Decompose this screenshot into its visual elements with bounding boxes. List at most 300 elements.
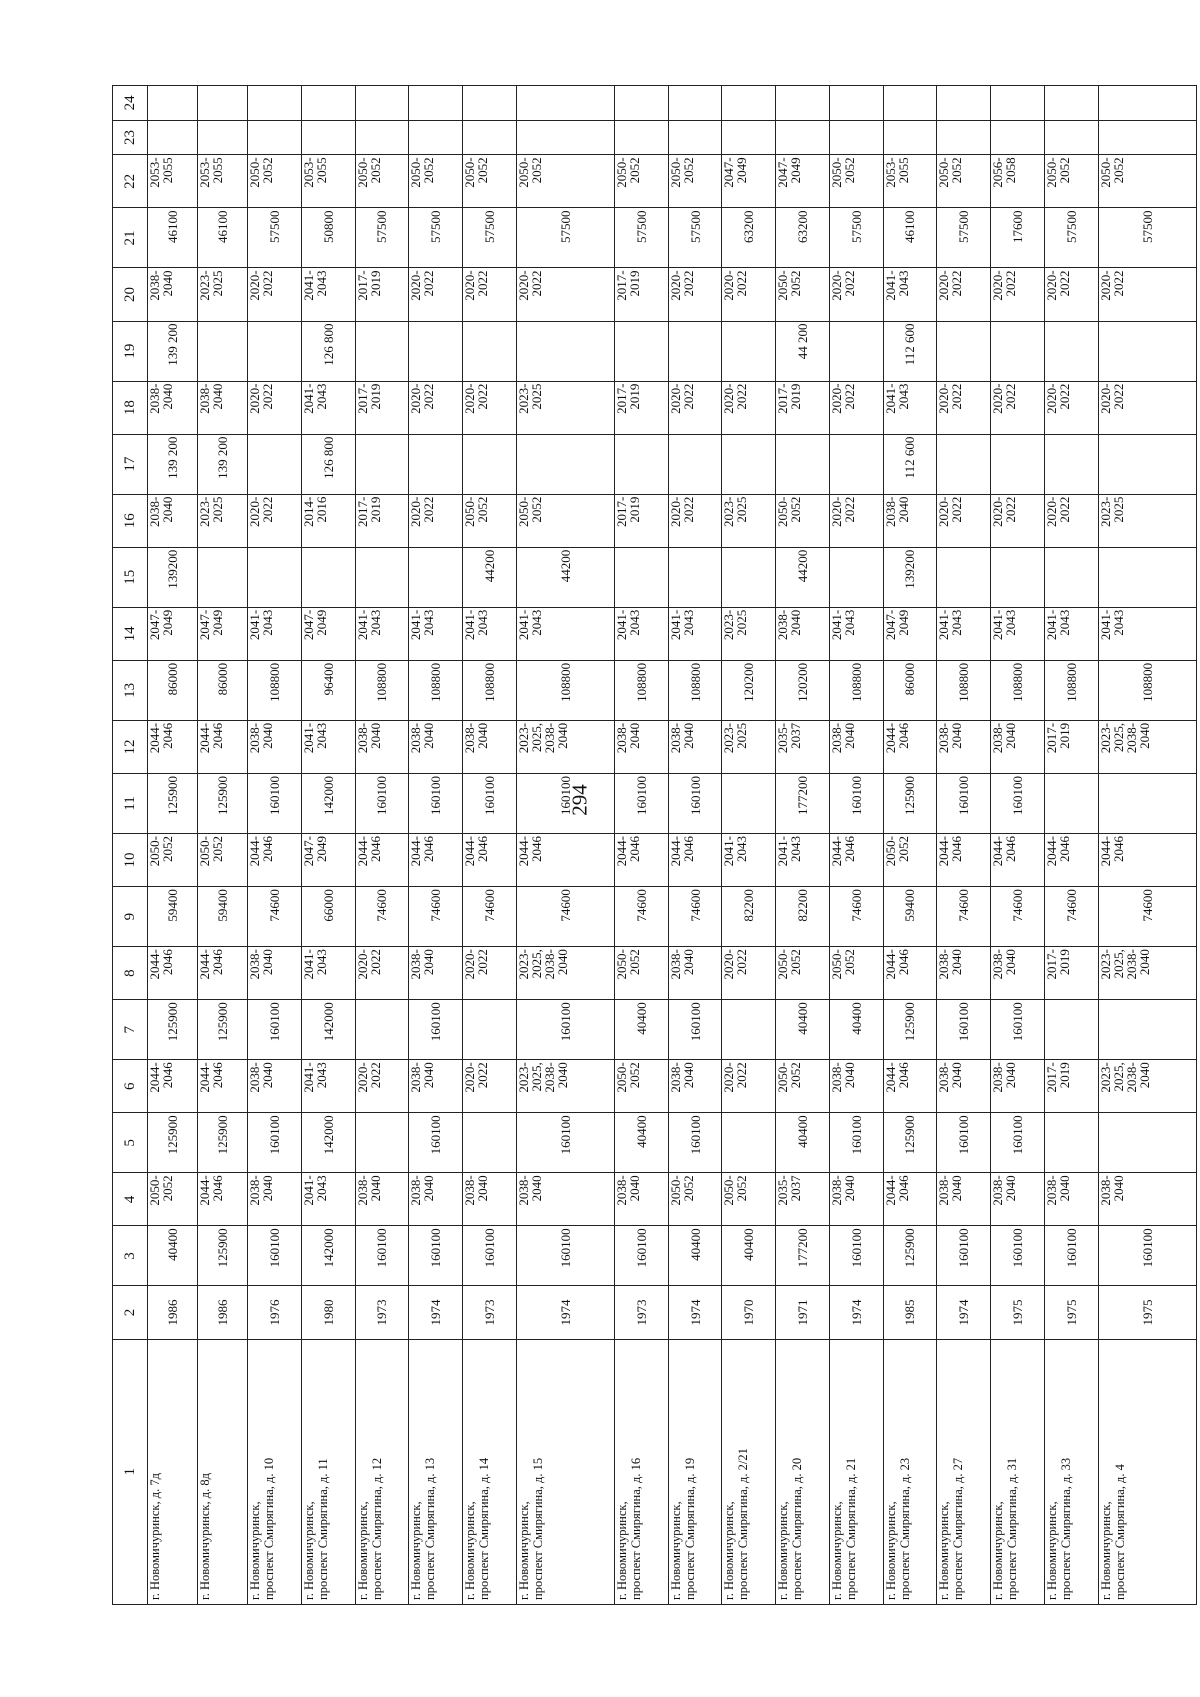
table-cell [1098,321,1196,381]
address-cell: г. Новомичуринск, д. 8д [198,1339,248,1604]
year-cell: 1975 [1098,1286,1196,1339]
table-cell [355,1000,409,1060]
table-cell: 2017- 2019 [355,268,409,321]
table-cell: 125900 [148,1000,198,1060]
table-cell: 2023- 2025 [198,494,248,547]
table-cell: 2017- 2019 [355,494,409,547]
table-cell: 2038- 2040 [829,1173,883,1226]
table-cell: 2041- 2043 [301,268,355,321]
table-cell [198,86,248,121]
table-cell [301,120,355,155]
year-cell: 1974 [829,1286,883,1339]
table-row [355,86,409,1605]
table-cell: 125900 [198,1113,248,1173]
table-cell: 57500 [614,208,668,268]
table-cell [991,321,1045,381]
table-cell: 2050- 2052 [1044,155,1098,208]
table-cell: 2050- 2052 [829,155,883,208]
table-row [829,86,883,1605]
table-cell: 2038- 2040 [829,720,883,773]
table-cell: 2038- 2040 [937,1173,991,1226]
table-cell: 96400 [301,660,355,720]
table-cell [722,434,776,494]
table-cell: 2020- 2022 [991,268,1045,321]
table-cell [1044,1113,1098,1173]
table-cell: 2035- 2037 [776,720,830,773]
table-cell: 2038- 2040 [937,720,991,773]
table-cell: 2017- 2019 [355,381,409,434]
table-cell: 126 800 [301,321,355,381]
table-cell: 139 200 [148,321,198,381]
year-cell: 1974 [409,1286,463,1339]
table-cell: 2038- 2040 [883,494,937,547]
table-cell [937,321,991,381]
table-cell [409,321,463,381]
table-cell [668,547,722,607]
table-cell: 160100 [1044,1226,1098,1286]
table-cell: 2020- 2022 [409,381,463,434]
table-cell: 2041- 2043 [516,607,614,660]
table-cell [409,86,463,121]
table-cell: 2056- 2058 [991,155,1045,208]
table-cell: 2044- 2046 [198,1060,248,1113]
table-cell: 2038- 2040 [148,268,198,321]
table-cell: 2020- 2022 [829,268,883,321]
table-cell: 74600 [991,887,1045,947]
table-cell [1098,434,1196,494]
table-cell: 2020- 2022 [722,1060,776,1113]
table-cell: 17600 [991,208,1045,268]
table-cell: 2044- 2046 [198,1173,248,1226]
table-cell: 2041- 2043 [668,607,722,660]
table-cell: 160100 [829,1226,883,1286]
table-cell [1098,86,1196,121]
table-cell: 2038- 2040 [991,1173,1045,1226]
table-row [463,86,517,1605]
column-header: 15 [113,547,148,607]
table-cell: 2038- 2040 [355,720,409,773]
table-cell: 2041- 2043 [1044,607,1098,660]
column-header: 8 [113,947,148,1000]
table-cell [722,1000,776,1060]
table-cell: 2020- 2022 [248,494,302,547]
data-table [112,85,1197,1605]
table-cell: 2044- 2046 [991,834,1045,887]
table-cell: 63200 [722,208,776,268]
table-cell [301,86,355,121]
table-cell: 125900 [883,1113,937,1173]
table-cell: 63200 [776,208,830,268]
table-cell: 2020- 2022 [409,494,463,547]
table-cell: 160100 [937,1000,991,1060]
page-number: 294 [567,784,592,816]
column-header: 2 [113,1286,148,1339]
table-cell: 74600 [829,887,883,947]
table-cell: 2041- 2043 [614,607,668,660]
table-cell: 57500 [1044,208,1098,268]
table-cell: 108800 [668,660,722,720]
table-cell: 160100 [937,1226,991,1286]
table-cell: 2038- 2040 [248,1173,302,1226]
table-cell: 160100 [516,1113,614,1173]
address-cell: г. Новомичуринск, проспект Смирягина, д. 12 [355,1339,409,1604]
table-cell: 2038- 2040 [829,1060,883,1113]
table-cell: 2041- 2043 [883,268,937,321]
table-cell: 160100 [516,1000,614,1060]
table-cell: 2038- 2040 [614,720,668,773]
table-cell [148,86,198,121]
table-rotator [112,85,1197,1605]
table-cell: 2023- 2025, 2038- 2040 [516,1060,614,1113]
table-cell: 74600 [355,887,409,947]
table-cell: 160100 [409,1000,463,1060]
table-cell [722,120,776,155]
table-cell [668,321,722,381]
table-cell: 2050- 2052 [148,1173,198,1226]
table-cell: 2020- 2022 [1044,381,1098,434]
year-cell: 1980 [301,1286,355,1339]
table-cell: 2020- 2022 [668,268,722,321]
table-cell [614,321,668,381]
table-cell [1044,86,1098,121]
table-cell: 2050- 2052 [1098,155,1196,208]
table-cell: 2044- 2046 [463,834,517,887]
table-cell: 2020- 2022 [1044,268,1098,321]
table-cell [668,120,722,155]
year-cell: 1975 [991,1286,1045,1339]
table-cell: 82200 [776,887,830,947]
column-header: 19 [113,321,148,381]
table-cell: 2023- 2025 [1098,494,1196,547]
address-cell: г. Новомичуринск, проспект Смирягина, д. 14 [463,1339,517,1604]
column-header: 18 [113,381,148,434]
table-cell: 2035- 2037 [776,1173,830,1226]
table-cell: 74600 [937,887,991,947]
table-cell: 160100 [668,1000,722,1060]
table-cell [1098,547,1196,607]
table-cell: 2050- 2052 [937,155,991,208]
table-cell: 142000 [301,773,355,833]
table-row [1098,86,1196,1605]
table-cell: 120200 [722,660,776,720]
table-cell: 2044- 2046 [1044,834,1098,887]
table-cell: 2053- 2055 [198,155,248,208]
table-cell: 2038- 2040 [409,1173,463,1226]
address-cell: г. Новомичуринск, проспект Смирягина, д. 23 [883,1339,937,1604]
address-cell: г. Новомичуринск, проспект Смирягина, д. 16 [614,1339,668,1604]
table-cell: 2020- 2022 [248,268,302,321]
table-cell: 160100 [463,773,517,833]
table-cell [355,1113,409,1173]
table-cell [198,321,248,381]
table-cell [198,547,248,607]
table-cell: 2023- 2025, 2038- 2040 [516,947,614,1000]
table-cell: 2050- 2052 [516,494,614,547]
table-cell: 2020- 2022 [463,268,517,321]
table-cell: 2038- 2040 [463,720,517,773]
table-cell: 66000 [301,887,355,947]
table-cell [198,120,248,155]
table-cell [991,86,1045,121]
table-cell: 2050- 2052 [776,268,830,321]
table-row [516,86,614,1605]
table-cell: 44200 [516,547,614,607]
table-cell: 108800 [248,660,302,720]
table-cell: 2044- 2046 [198,947,248,1000]
table-cell: 160100 [829,773,883,833]
table-cell: 2041- 2043 [301,381,355,434]
table-cell: 2038- 2040 [668,1060,722,1113]
table-cell: 139200 [148,547,198,607]
address-cell: г. Новомичуринск, проспект Смирягина, д. 19 [668,1339,722,1604]
table-cell: 40400 [776,1000,830,1060]
table-cell: 125900 [883,773,937,833]
table-cell [355,321,409,381]
table-cell: 2050- 2052 [148,834,198,887]
table-cell: 57500 [248,208,302,268]
table-cell: 2023- 2025 [722,494,776,547]
address-cell: г. Новомичуринск, проспект Смирягина, д. 20 [776,1339,830,1604]
table-cell: 2050- 2052 [776,947,830,1000]
table-cell [614,86,668,121]
table-cell [937,86,991,121]
table-cell: 2041- 2043 [883,381,937,434]
table-cell: 74600 [1044,887,1098,947]
table-cell [883,120,937,155]
address-cell: г. Новомичуринск, проспект Смирягина, д. 27 [937,1339,991,1604]
column-header: 12 [113,720,148,773]
column-header: 24 [113,86,148,121]
table-cell [463,1000,517,1060]
table-cell: 86000 [148,660,198,720]
table-cell: 2047- 2049 [148,607,198,660]
table-cell [1044,434,1098,494]
table-cell [1098,1113,1196,1173]
table-cell: 86000 [198,660,248,720]
table-cell: 2020- 2022 [722,381,776,434]
address-cell: г. Новомичуринск, проспект Смирягина, д. 31 [991,1339,1045,1604]
table-cell: 2038- 2040 [614,1173,668,1226]
table-cell: 2020- 2022 [463,381,517,434]
table-cell: 160100 [829,1113,883,1173]
table-cell: 2050- 2052 [463,155,517,208]
table-cell: 160100 [668,1113,722,1173]
table-cell [776,86,830,121]
table-cell: 160100 [668,773,722,833]
table-cell: 2044- 2046 [668,834,722,887]
table-cell: 2023- 2025, 2038- 2040 [516,720,614,773]
table-cell [516,86,614,121]
table-cell: 2020- 2022 [829,494,883,547]
table-cell [248,434,302,494]
table-cell: 2020- 2022 [937,268,991,321]
table-cell: 2017- 2019 [776,381,830,434]
table-cell: 2044- 2046 [1098,834,1196,887]
table-row [198,86,248,1605]
table-cell: 2038- 2040 [991,720,1045,773]
table-cell: 108800 [937,660,991,720]
column-header: 7 [113,1000,148,1060]
table-cell: 160100 [355,773,409,833]
table-cell [148,120,198,155]
table-cell: 2014- 2016 [301,494,355,547]
table-cell [1098,773,1196,833]
table-cell: 2023- 2025, 2038- 2040 [1098,947,1196,1000]
table-cell: 2038- 2040 [248,720,302,773]
table-cell: 40400 [668,1226,722,1286]
table-cell: 160100 [248,1226,302,1286]
year-cell: 1974 [937,1286,991,1339]
address-cell: г. Новомичуринск, проспект Смирягина, д. 10 [248,1339,302,1604]
table-cell: 160100 [248,1000,302,1060]
table-cell: 74600 [248,887,302,947]
table-cell: 46100 [883,208,937,268]
table-cell: 40400 [614,1000,668,1060]
table-cell [937,120,991,155]
table-cell: 74600 [668,887,722,947]
table-cell: 2044- 2046 [148,720,198,773]
table-cell: 2044- 2046 [198,720,248,773]
table-cell: 2047- 2049 [301,607,355,660]
address-cell: г. Новомичуринск, д. 7д [148,1339,198,1604]
table-cell: 2038- 2040 [248,947,302,1000]
table-cell: 2041- 2043 [463,607,517,660]
table-row [1044,86,1098,1605]
table-cell: 2050- 2052 [883,834,937,887]
table-cell: 2020- 2022 [355,947,409,1000]
table-cell: 2050- 2052 [355,155,409,208]
table-cell: 120200 [776,660,830,720]
table-cell: 160100 [516,773,614,833]
table-cell: 44200 [776,547,830,607]
table-cell: 2020- 2022 [248,381,302,434]
table-cell: 160100 [248,773,302,833]
table-cell [829,120,883,155]
table-cell: 2038- 2040 [937,1060,991,1113]
address-cell: г. Новомичуринск, проспект Смирягина, д. 4 [1098,1339,1196,1604]
table-cell: 57500 [1098,208,1196,268]
table-cell [722,1113,776,1173]
table-cell: 2038- 2040 [148,381,198,434]
table-cell: 108800 [829,660,883,720]
table-cell: 139 200 [148,434,198,494]
address-cell: г. Новомичуринск, проспект Смирягина, д. 2/21 [722,1339,776,1604]
table-cell [248,547,302,607]
table-cell: 108800 [991,660,1045,720]
table-cell [1098,1000,1196,1060]
table-cell: 2020- 2022 [668,494,722,547]
table-cell: 2047- 2049 [198,607,248,660]
table-cell: 2020- 2022 [355,1060,409,1113]
table-cell: 160100 [248,1113,302,1173]
table-cell: 57500 [409,208,463,268]
table-cell: 2044- 2046 [883,947,937,1000]
table-cell: 46100 [148,208,198,268]
year-cell: 1976 [248,1286,302,1339]
table-cell [355,86,409,121]
table-cell: 2041- 2043 [1098,607,1196,660]
table-cell [1044,1000,1098,1060]
table-cell: 74600 [614,887,668,947]
table-row [409,86,463,1605]
table-cell: 108800 [409,660,463,720]
table-cell: 2017- 2019 [1044,720,1098,773]
table-cell: 2050- 2052 [668,1173,722,1226]
table-cell [829,321,883,381]
table-cell: 2038- 2040 [355,1173,409,1226]
table-row [614,86,668,1605]
table-cell: 2041- 2043 [776,834,830,887]
table-cell [355,547,409,607]
table-cell [463,434,517,494]
table-row [301,86,355,1605]
column-header: 16 [113,494,148,547]
table-cell: 126 800 [301,434,355,494]
table-cell [355,120,409,155]
column-header: 9 [113,887,148,947]
year-cell: 1971 [776,1286,830,1339]
table-cell [722,547,776,607]
table-cell [829,86,883,121]
table-cell: 142000 [301,1000,355,1060]
year-cell: 1985 [883,1286,937,1339]
table-cell: 2047- 2049 [301,834,355,887]
table-body [148,86,1197,1605]
table-cell: 44200 [463,547,517,607]
table-row [668,86,722,1605]
table-cell [614,120,668,155]
table-cell: 2047- 2049 [722,155,776,208]
address-cell: г. Новомичуринск, проспект Смирягина, д. 13 [409,1339,463,1604]
year-cell: 1973 [614,1286,668,1339]
table-cell: 2050- 2052 [198,834,248,887]
table-cell: 2044- 2046 [883,1173,937,1226]
column-header: 1 [113,1339,148,1604]
table-cell: 142000 [301,1113,355,1173]
table-cell: 2020- 2022 [991,494,1045,547]
table-cell: 2038- 2040 [668,947,722,1000]
table-cell: 177200 [776,773,830,833]
table-cell: 160100 [409,1226,463,1286]
table-cell: 2044- 2046 [614,834,668,887]
table-cell [248,120,302,155]
year-cell: 1975 [1044,1286,1098,1339]
column-header: 22 [113,155,148,208]
table-cell: 2038- 2040 [516,1173,614,1226]
table-cell: 57500 [355,208,409,268]
table-cell: 2017- 2019 [614,494,668,547]
table-cell: 2020- 2022 [668,381,722,434]
table-cell: 2044- 2046 [355,834,409,887]
table-cell: 2041- 2043 [301,720,355,773]
table-cell: 2038- 2040 [776,607,830,660]
table-cell: 160100 [409,773,463,833]
table-cell: 2017- 2019 [1044,1060,1098,1113]
table-cell: 2020- 2022 [516,268,614,321]
column-header: 13 [113,660,148,720]
table-cell: 2023- 2025, 2038- 2040 [1098,720,1196,773]
table-cell [883,86,937,121]
table-cell: 160100 [355,1226,409,1286]
table-cell: 160100 [516,1226,614,1286]
table-cell: 59400 [148,887,198,947]
table-cell: 125900 [883,1226,937,1286]
table-cell: 2020- 2022 [722,268,776,321]
address-cell: г. Новомичуринск, проспект Смирягина, д. 11 [301,1339,355,1604]
table-cell [829,434,883,494]
table-cell: 2038- 2040 [937,947,991,1000]
table-cell: 2050- 2052 [614,155,668,208]
